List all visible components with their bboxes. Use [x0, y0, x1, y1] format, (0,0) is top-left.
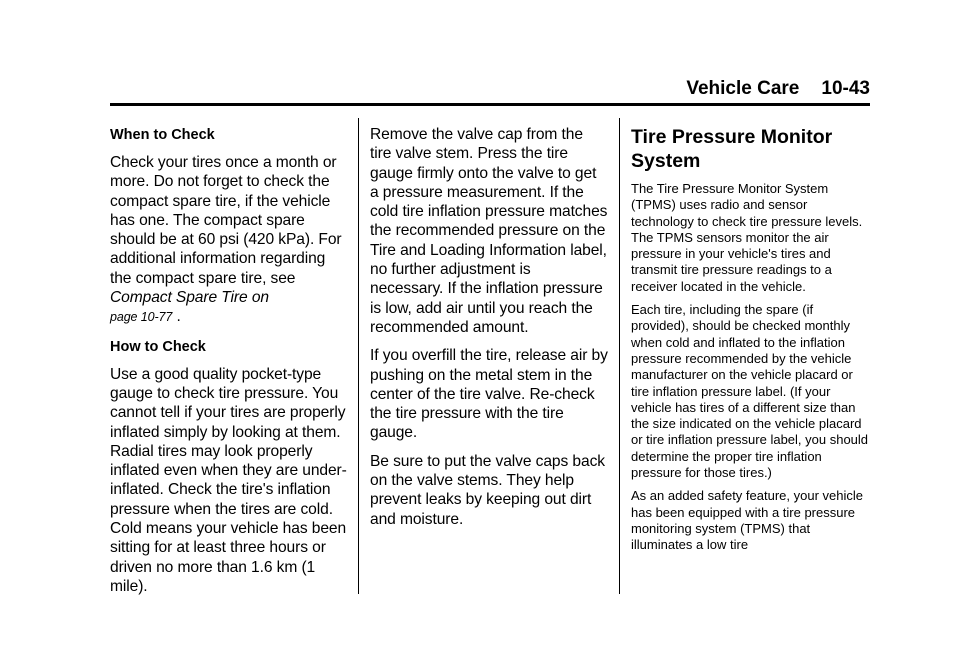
page-header	[110, 78, 870, 104]
compact-spare-xref-link[interactable]: Compact Spare Tire on	[110, 289, 269, 307]
column-2	[370, 125, 608, 538]
page-number: 10-43	[821, 78, 870, 99]
xref-period: .	[172, 308, 181, 326]
when-to-check-text: Check your tires once a month or more. Do not forget to check the compact spare tire, if the vehicle has one. The compact spare should be at 60 psi (420 kPa). For additional information regarding the compact spare tire, see	[110, 154, 342, 287]
running-header	[686, 78, 870, 100]
when-to-check-paragraph	[110, 153, 350, 328]
tpms-monthly-paragraph: Each tire, including the spare (if provided), should be checked monthly when cold and inflated to the inflation pressure recommended by the vehicle manufacturer on the vehicle placard or tire inflation pressure label. (If your vehicle has tires of a different size than the size indicated on the vehicle placard or tire inflation pressure label, you should determine the proper tire inflation pressure for those tires.)	[631, 302, 869, 481]
column-1	[110, 125, 350, 605]
section-title: Vehicle Care	[686, 78, 800, 99]
when-to-check-heading: When to Check	[110, 127, 215, 143]
column-divider-2	[619, 118, 620, 594]
how-to-check-heading: How to Check	[110, 338, 206, 355]
tpms-intro-paragraph: The Tire Pressure Monitor System (TPMS) uses radio and sensor technology to check tire pressure levels. The TPMS sensors monitor the air pressure in your vehicle's tires and transmit tire pressure readings to a receiver located in the vehicle.	[631, 181, 863, 294]
how-to-check-paragraph: Use a good quality pocket-type gauge to check tire pressure. You cannot tell if your tires are properly inflated simply by looking at them. Radial tires may look properly inflated even when they are under-inflated. Check the tire's inflation pressure when the tires are cold. Cold means your vehicle has been sitting for at least three hours or driven no more than 1.6 km (1 mile).	[110, 365, 347, 595]
overfill-paragraph: If you overfill the tire, release air by pushing on the metal stem in the center of the tire valve. Re-check the tire pressure with the tire gauge.	[370, 347, 608, 442]
column-3	[631, 125, 871, 561]
valve-caps-paragraph: Be sure to put the valve caps back on the valve stems. They help prevent leaks by keeping out dirt and moisture.	[370, 452, 605, 528]
tpms-heading: Tire Pressure Monitor System	[631, 126, 833, 172]
column-divider-1	[358, 118, 359, 594]
tpms-safety-paragraph: As an added safety feature, your vehicle has been equipped with a tire pressure monitoring system (TPMS) that illuminates a low tire	[631, 488, 863, 553]
valve-cap-paragraph: Remove the valve cap from the tire valve stem. Press the tire gauge firmly onto the valve to get a pressure measurement. If the cold tire inflation pressure matches the recommended pressure on the Tire and Loading Information label, no further adjustment is necessary. If the inflation pressure is low, add air until you reach the recommended amount.	[370, 126, 608, 336]
compact-spare-xref-page[interactable]: page 10-77	[110, 310, 173, 325]
header-rule	[110, 103, 870, 106]
